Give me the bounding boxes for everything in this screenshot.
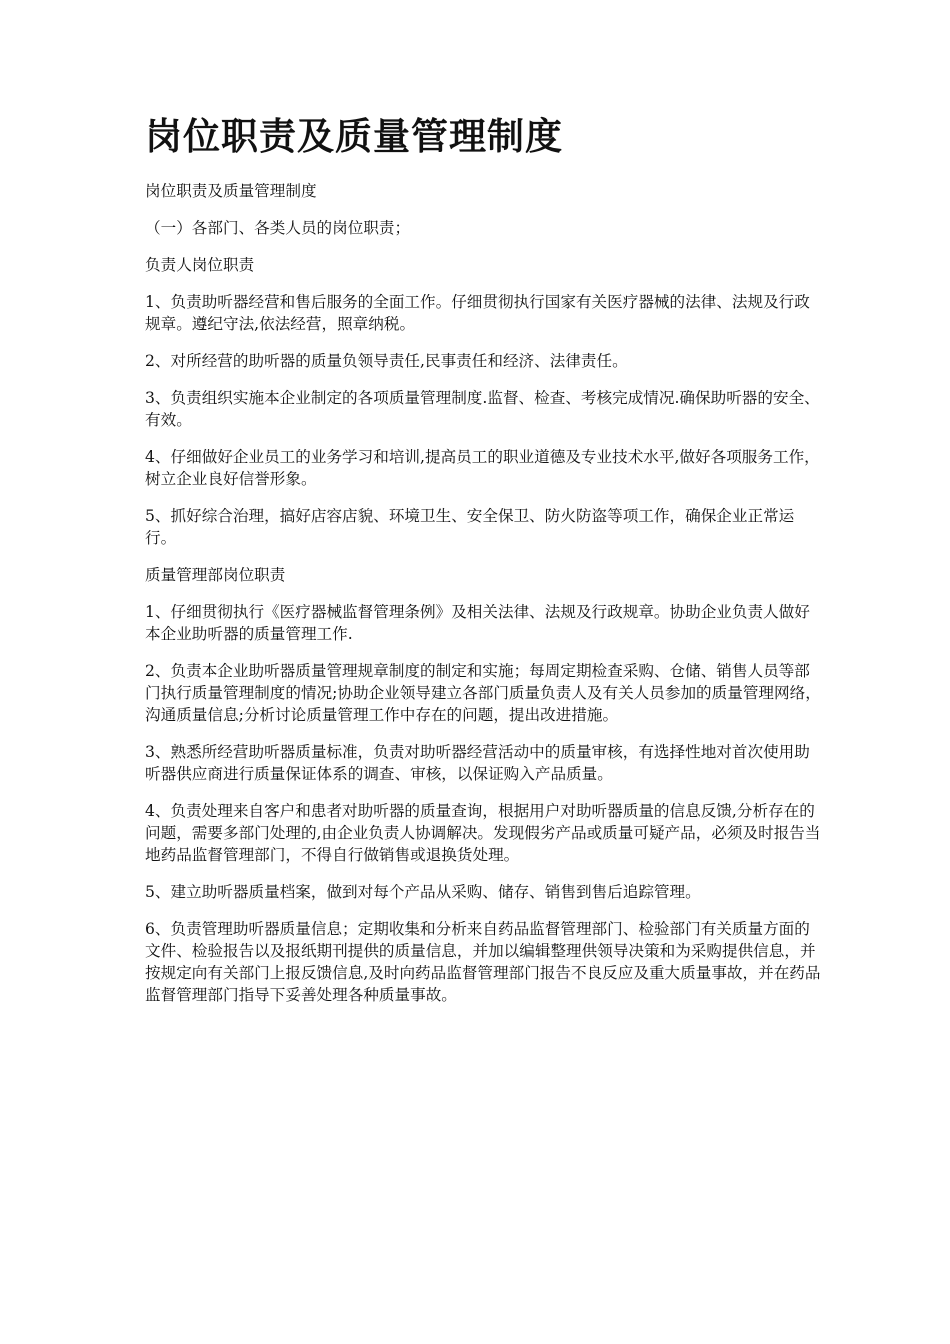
document-body xyxy=(145,180,825,1021)
quality-duty-4: 4、负责处理来自客户和患者对助听器的质量查询，根据用户对助听器质量的信息反馈,分析存在的问题，需要多部门处理的,由企业负责人协调解决。发现假劣产品或质量可疑产品，必须及时报告当地药品监督管理部门，不得自行做销售或退换货处理。 xyxy=(145,802,821,864)
leader-duty-3: 3、负责组织实施本企业制定的各项质量管理制度.监督、检查、考核完成情况.确保助听器的安全、有效。 xyxy=(145,389,820,429)
leader-duty-1: 1、负责助听器经营和售后服务的全面工作。仔细贯彻执行国家有关医疗器械的法律、法规及行政规章。遵纪守法,依法经营，照章纳税。 xyxy=(145,293,810,333)
heading-leader-duties: 负责人岗位职责 xyxy=(145,256,255,274)
leader-duty-2: 2、对所经营的助听器的质量负领导责任,民事责任和经济、法律责任。 xyxy=(145,352,628,370)
quality-duty-6: 6、负责管理助听器质量信息；定期收集和分析来自药品监督管理部门、检验部门有关质量方面的文件、检验报告以及报纸期刊提供的质量信息，并加以编辑整理供领导决策和为采购提供信息，并按规定向有关部门上报反馈信息,及时向药品监督管理部门报告不良反应及重大质量事故，并在药品监督管理部门指导下妥善处理各种质量事故。 xyxy=(145,920,821,1004)
heading-quality-dept-duties: 质量管理部岗位职责 xyxy=(145,566,286,584)
leader-duty-5: 5、抓好综合治理，搞好店容店貌、环境卫生、安全保卫、防火防盗等项工作，确保企业正常运行。 xyxy=(145,507,795,547)
document-title: 岗位职责及质量管理制度 xyxy=(145,115,563,158)
quality-duty-2: 2、负责本企业助听器质量管理规章制度的制定和实施；每周定期检查采购、仓储、销售人员等部门执行质量管理制度的情况;协助企业领导建立各部门质量负责人及有关人员参加的质量管理网络，沟通质量信息;分析讨论质量管理工作中存在的问题，提出改进措施。 xyxy=(145,662,821,724)
quality-duty-5: 5、建立助听器质量档案，做到对每个产品从采购、储存、销售到售后追踪管理。 xyxy=(145,883,701,901)
quality-duty-3: 3、熟悉所经营助听器质量标准，负责对助听器经营活动中的质量审核，有选择性地对首次使用助听器供应商进行质量保证体系的调查、审核，以保证购入产品质量。 xyxy=(145,743,810,783)
quality-duty-1: 1、仔细贯彻执行《医疗器械监督管理条例》及相关法律、法规及行政规章。协助企业负责人做好本企业助听器的质量管理工作. xyxy=(145,603,810,643)
leader-duty-4: 4、仔细做好企业员工的业务学习和培训,提高员工的职业道德及专业技术水平,做好各项服务工作，树立企业良好信誉形象。 xyxy=(145,448,820,488)
paragraph-section-heading: （一）各部门、各类人员的岗位职责； xyxy=(145,219,411,237)
paragraph-subtitle: 岗位职责及质量管理制度 xyxy=(145,182,317,200)
